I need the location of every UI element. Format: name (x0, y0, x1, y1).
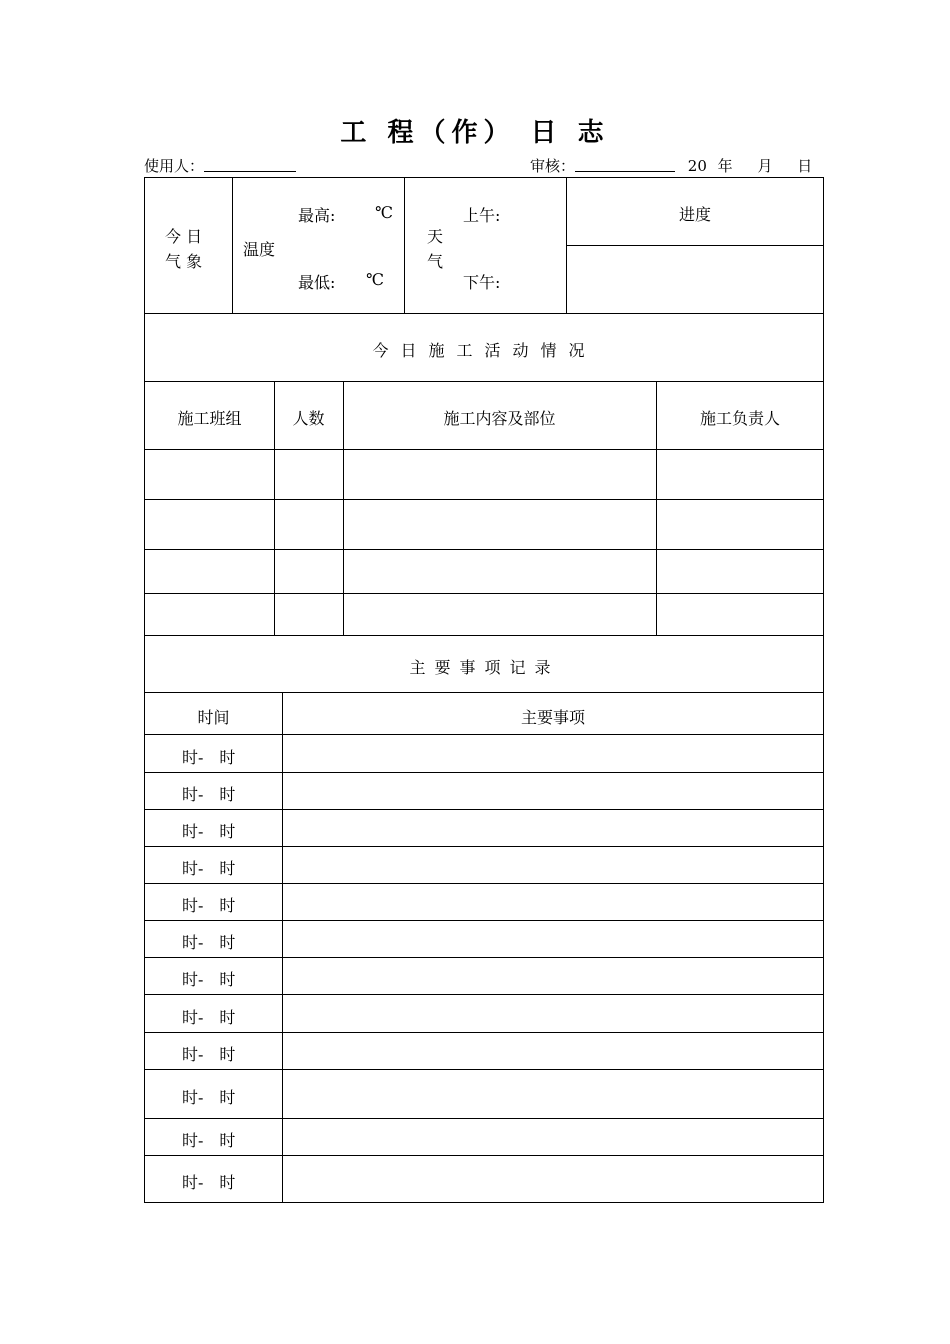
review-input-line[interactable] (575, 157, 675, 172)
row-line (145, 381, 824, 382)
time-range: 时- 时 (182, 1088, 236, 1107)
row-line (145, 920, 824, 921)
row-line (145, 499, 824, 500)
max-temp-label: 最高: (298, 206, 336, 225)
review-label: 审核： (530, 157, 576, 175)
row-line (145, 313, 824, 314)
min-temp-label: 最低: (298, 273, 336, 292)
day-label: 日 (797, 157, 813, 175)
min-temp-unit: ℃ (366, 270, 384, 289)
user-label: 使用人： (144, 157, 205, 175)
row-line (145, 1118, 824, 1119)
row-line (145, 635, 824, 636)
year-label: 年 (717, 157, 733, 175)
weather-divider-2 (404, 178, 405, 313)
time-range: 时- 时 (182, 970, 236, 989)
time-range: 时- 时 (182, 933, 236, 952)
max-temp-unit: ℃ (375, 203, 393, 222)
row-line (145, 846, 824, 847)
col-main-events: 主要事项 (520, 708, 585, 727)
log-table (144, 177, 824, 1203)
row-line (145, 994, 824, 995)
col-headcount: 人数 (292, 409, 325, 428)
weather-label-1: 天 (427, 227, 444, 246)
month-label: 月 (757, 157, 773, 175)
temperature-label: 温度 (243, 240, 276, 259)
time-range: 时- 时 (182, 748, 236, 767)
morning-label: 上午: (463, 206, 501, 225)
time-range: 时- 时 (182, 1008, 236, 1027)
time-range: 时- 时 (182, 1173, 236, 1192)
time-range: 时- 时 (182, 859, 236, 878)
col-time: 时间 (197, 708, 230, 727)
row-line (145, 772, 824, 773)
page-title: 工 程（作） 日 志 (340, 118, 610, 148)
col-team: 施工班组 (177, 409, 242, 428)
time-range: 时- 时 (182, 785, 236, 804)
row-line (145, 1155, 824, 1156)
time-range: 时- 时 (182, 1131, 236, 1150)
row-line (145, 449, 824, 450)
events-section-title: 主要事项记录 (409, 658, 560, 677)
row-line (145, 692, 824, 693)
row-line (145, 883, 824, 884)
weather-divider-1 (232, 178, 233, 313)
afternoon-label: 下午: (463, 273, 501, 292)
activity-section-title: 今日施工活动情况 (372, 341, 597, 360)
row-line (145, 1069, 824, 1070)
row-line (145, 549, 824, 550)
row-line (145, 1032, 824, 1033)
col-content: 施工内容及部位 (443, 409, 556, 428)
time-range: 时- 时 (182, 822, 236, 841)
row-line (145, 809, 824, 810)
col-supervisor: 施工负责人 (699, 409, 780, 428)
weather-label-2: 气 (427, 252, 444, 271)
year-prefix: 20 (687, 157, 707, 175)
today-weather-label-1: 今 日 (165, 227, 203, 246)
col-line (282, 692, 283, 1203)
today-weather-label-2: 气 象 (165, 252, 203, 271)
review-date-field (530, 155, 812, 176)
time-range: 时- 时 (182, 1045, 236, 1064)
user-input-line[interactable] (204, 157, 296, 172)
progress-label: 进度 (678, 205, 711, 224)
row-line (145, 734, 824, 735)
user-field (144, 155, 296, 176)
time-range: 时- 时 (182, 896, 236, 915)
progress-input[interactable] (567, 246, 824, 312)
row-line (145, 593, 824, 594)
row-line (145, 957, 824, 958)
